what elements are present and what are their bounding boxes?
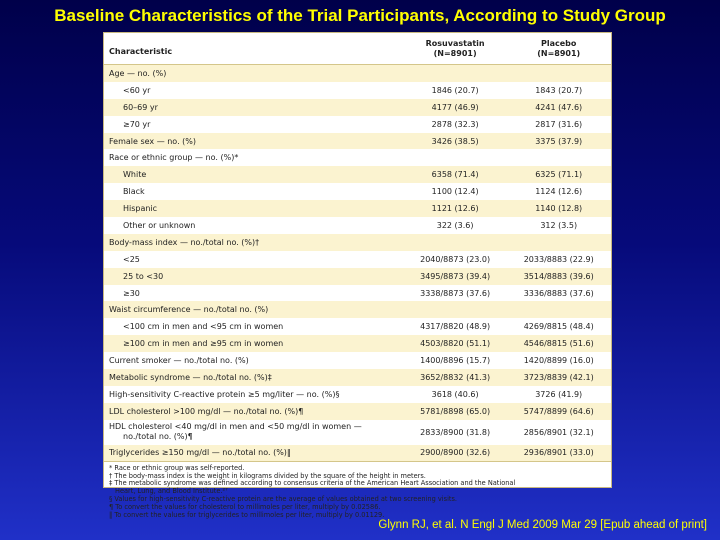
row-label: <100 cm in men and <95 cm in women bbox=[123, 322, 284, 332]
table-row bbox=[104, 403, 611, 420]
table-row bbox=[104, 183, 611, 200]
slide-title: Baseline Characteristics of the Trial Participants, According to Study Group bbox=[54, 6, 666, 25]
row-label: Other or unknown bbox=[123, 220, 196, 230]
rosuvastatin-value: 3338/8873 (37.6) bbox=[420, 288, 491, 298]
baseline-characteristics-table bbox=[103, 32, 612, 520]
rosuvastatin-value: 2833/8900 (31.8) bbox=[420, 427, 491, 437]
table-row bbox=[104, 318, 611, 335]
rosuvastatin-value: 2878 (32.3) bbox=[431, 119, 479, 129]
placebo-value: 312 (3.5) bbox=[540, 220, 578, 230]
table-row bbox=[104, 116, 611, 133]
placebo-value: 2856/8901 (32.1) bbox=[523, 427, 594, 437]
row-label: LDL cholesterol >100 mg/dl — no./total no. (%)¶ bbox=[109, 406, 304, 416]
header-characteristic: Characteristic bbox=[109, 47, 173, 56]
row-label: Metabolic syndrome — no./total no. (%)‡ bbox=[109, 372, 272, 382]
row-label: Age — no. (%) bbox=[109, 68, 167, 78]
table-row bbox=[104, 133, 611, 150]
table-row bbox=[104, 251, 611, 268]
rosuvastatin-value: 322 (3.6) bbox=[436, 220, 474, 230]
footnote: ¶ To convert the values for cholesterol to millimoles per liter, multiply by 0.02586. bbox=[109, 503, 381, 512]
table-footnotes bbox=[104, 462, 611, 520]
rosuvastatin-value: 2900/8900 (32.6) bbox=[420, 448, 491, 458]
placebo-value: 3336/8883 (37.6) bbox=[523, 288, 594, 298]
row-label: 60–69 yr bbox=[123, 102, 158, 112]
citation: Glynn RJ, et al. N Engl J Med 2009 Mar 29 [Epub ahead of print] bbox=[378, 519, 707, 531]
rosuvastatin-value: 1121 (12.6) bbox=[431, 204, 479, 214]
row-label: White bbox=[123, 170, 147, 180]
row-label: Body-mass index — no./total no. (%)† bbox=[109, 237, 260, 247]
table-row bbox=[104, 82, 611, 99]
row-label: HDL cholesterol <40 mg/dl in men and <50 mg/dl in women — no./total no. (%)¶ bbox=[109, 422, 362, 442]
row-label: Race or ethnic group — no. (%)* bbox=[109, 153, 239, 163]
table-row bbox=[104, 166, 611, 183]
placebo-value: 3375 (37.9) bbox=[535, 136, 583, 146]
table-row bbox=[104, 386, 611, 403]
placebo-value: 2936/8901 (33.0) bbox=[523, 448, 594, 458]
rosuvastatin-value: 2040/8873 (23.0) bbox=[420, 254, 491, 264]
row-label: Triglycerides ≥150 mg/dl — no./total no. (%)‖ bbox=[109, 448, 291, 458]
row-label: 25 to <30 bbox=[123, 271, 164, 281]
footnote: § Values for high-sensitivity C-reactive protein are the average of values obtained at two screening visits. bbox=[109, 495, 458, 504]
row-label: ≥70 yr bbox=[123, 119, 151, 129]
placebo-value: 4241 (47.6) bbox=[535, 102, 583, 112]
rosuvastatin-value: 1846 (20.7) bbox=[431, 85, 479, 95]
header-placebo: Placebo (N=8901) bbox=[537, 39, 581, 58]
rosuvastatin-value: 3618 (40.6) bbox=[431, 389, 479, 399]
rosuvastatin-value: 1400/8896 (15.7) bbox=[420, 356, 491, 366]
table-row bbox=[104, 285, 611, 302]
table-row bbox=[104, 445, 611, 462]
table-row bbox=[104, 217, 611, 234]
placebo-value: 3514/8883 (39.6) bbox=[523, 271, 594, 281]
placebo-value: 2817 (31.6) bbox=[535, 119, 583, 129]
table-row bbox=[104, 149, 611, 166]
row-label: <60 yr bbox=[123, 85, 151, 95]
rosuvastatin-value: 4503/8820 (51.1) bbox=[420, 339, 491, 349]
row-label: ≥100 cm in men and ≥95 cm in women bbox=[123, 339, 284, 349]
placebo-value: 2033/8883 (22.9) bbox=[523, 254, 594, 264]
placebo-value: 1140 (12.8) bbox=[535, 204, 583, 214]
rosuvastatin-value: 3495/8873 (39.4) bbox=[420, 271, 491, 281]
placebo-value: 3723/8839 (42.1) bbox=[523, 372, 594, 382]
row-label: High-sensitivity C-reactive protein ≥5 mg/liter — no. (%)§ bbox=[109, 389, 340, 399]
rosuvastatin-value: 4317/8820 (48.9) bbox=[420, 322, 491, 332]
header-rosuvastatin: Rosuvastatin (N=8901) bbox=[425, 39, 485, 58]
table-row bbox=[104, 335, 611, 352]
table-row bbox=[104, 99, 611, 116]
rosuvastatin-value: 4177 (46.9) bbox=[431, 102, 479, 112]
rosuvastatin-value: 6358 (71.4) bbox=[431, 170, 479, 180]
table-row bbox=[104, 301, 611, 318]
rosuvastatin-value: 3652/8832 (41.3) bbox=[420, 372, 491, 382]
row-label: Waist circumference — no./total no. (%) bbox=[109, 305, 269, 315]
row-label: Female sex — no. (%) bbox=[109, 136, 196, 146]
row-label: <25 bbox=[123, 254, 140, 264]
table-row bbox=[104, 65, 611, 82]
row-label: ≥30 bbox=[123, 288, 140, 298]
placebo-value: 4546/8815 (51.6) bbox=[523, 339, 594, 349]
table-row bbox=[104, 352, 611, 369]
row-label: Hispanic bbox=[123, 204, 158, 214]
placebo-value: 5747/8899 (64.6) bbox=[523, 406, 594, 416]
placebo-value: 4269/8815 (48.4) bbox=[523, 322, 594, 332]
footnote: † The body-mass index is the weight in kilograms divided by the square of the height in meters. bbox=[109, 471, 426, 480]
footnote: ‖ To convert the values for triglycerides to millimoles per liter, multiply by 0.01129. bbox=[109, 511, 385, 520]
table-row bbox=[104, 268, 611, 285]
footnote: ‡ The metabolic syndrome was defined according to consensus criteria of the American Heart Association and the National bbox=[109, 479, 516, 488]
placebo-value: 1420/8899 (16.0) bbox=[523, 356, 594, 366]
footnote: Heart, Lung, and Blood Institute.²⁷ bbox=[115, 487, 228, 496]
rosuvastatin-value: 1100 (12.4) bbox=[431, 187, 479, 197]
row-label: Black bbox=[123, 187, 145, 197]
placebo-value: 1843 (20.7) bbox=[535, 85, 583, 95]
rosuvastatin-value: 3426 (38.5) bbox=[431, 136, 479, 146]
placebo-value: 1124 (12.6) bbox=[535, 187, 583, 197]
table-row bbox=[104, 234, 611, 251]
placebo-value: 6325 (71.1) bbox=[535, 170, 583, 180]
rosuvastatin-value: 5781/8898 (65.0) bbox=[420, 406, 491, 416]
table-row bbox=[104, 369, 611, 386]
footnote: * Race or ethnic group was self-reported. bbox=[109, 463, 245, 472]
table-row bbox=[104, 200, 611, 217]
row-label: Current smoker — no./total no. (%) bbox=[109, 356, 249, 366]
table-header bbox=[104, 33, 611, 65]
placebo-value: 3726 (41.9) bbox=[535, 389, 583, 399]
table-row bbox=[104, 420, 611, 445]
